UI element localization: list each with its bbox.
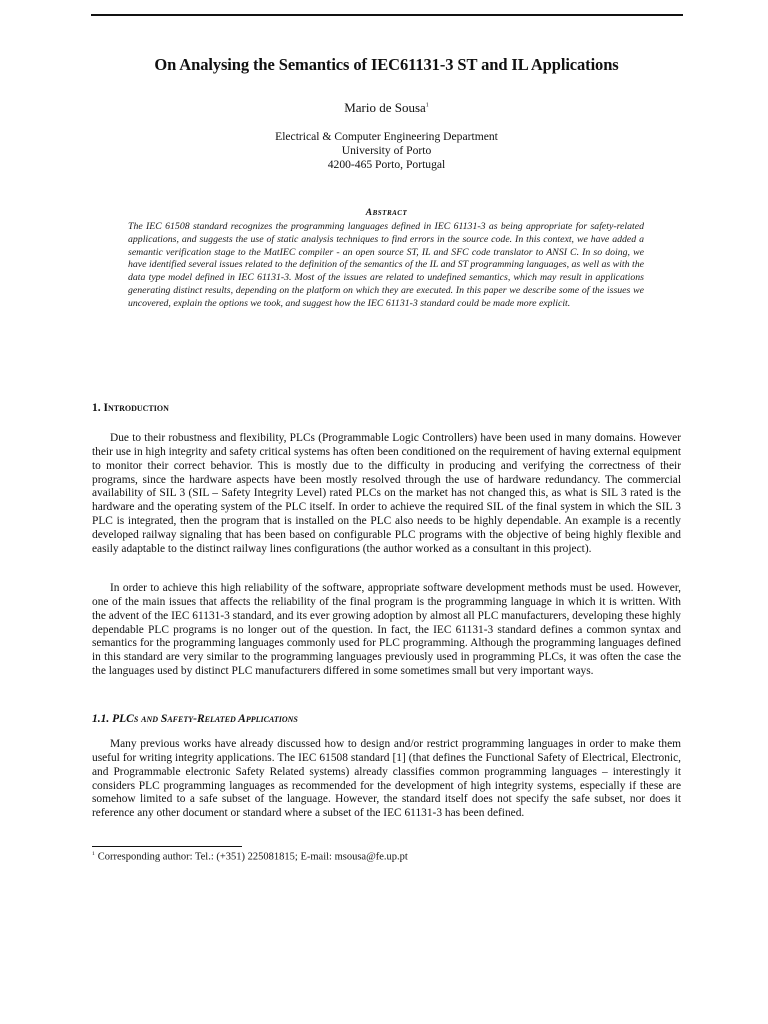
author-footnote-mark: 1 [425,102,429,109]
author-line [92,100,681,116]
affiliation-line: University of Porto [341,144,432,157]
paper-title: On Analysing the Semantics of IEC61131-3 ST and IL Applications [154,55,619,74]
affiliation-line: Electrical & Computer Engineering Department [275,130,498,143]
subsection-number: 1.1. [92,713,110,725]
paragraph: In order to achieve this high reliability of the software, appropriate software development methods must be used. However, one of the main issues that affects the reliability of the final program is the programming language in which it is written. With the advent of the IEC 61131-3 standard, and its ever growing adoption by almost all PLC manufacturers, developing these highly dependable PLC programs is no longer out of the question. In fact, the IEC 61131-3 standard defines a common syntax and semantics for the programming languages commonly used for PLC programming. Although the programming languages defined in this standard are very similar to the programming languages previously used in programming PLCs, it was often the case the the languages used by distinct PLC manufacturers differed in some sometimes small but very important ways. [92,582,681,678]
subsection-title: PLCs and Safety-Related Applications [112,713,298,725]
paragraph: Due to their robustness and flexibility, PLCs (Programmable Logic Controllers) have been used in many domains. However their use in high integrity and safety critical systems has often been conditioned on the requirement of having external equipment to monitor their correct behavior. This is mostly due to the difficulty in producing and verifying the correctness of their programs, since the hardware aspects have been mostly resolved through the use of hardware redundancy. The commercial availability of SIL 3 (SIL – Safety Integrity Level) rated PLCs on the market has not changed this, as what is SIL 3 rated is the hardware and the operating system of the PLC itself. In order to achieve the required SIL of the final system in which the SIL 3 PLC is integrated, then the program that is installed on the PLC also needs to be highly dependable. An example is a recently developed railway signaling that has been based on configurable PLC programs with the objective of being highly flexible and easily adaptable to the distinct railway lines configurations (the author worked as a consultant in this project). [92,432,681,555]
section-number: 1. [92,402,101,414]
footnote-rule [92,846,242,847]
footnote-mark: 1 [92,851,95,857]
section-heading [92,402,169,414]
footnote-text: Corresponding author: Tel.: (+351) 225081815; E-mail: msousa@fe.up.pt [97,851,408,863]
abstract-heading: Abstract [365,208,408,218]
abstract-body: The IEC 61508 standard recognizes the programming languages defined in IEC 61131-3 as being appropriate for safety-related applications, and suggests the use of static analysis techniques to find errors in the source code. In this context, we have added a semantic verification stage to the MatIEC compiler - an open source ST, IL and SFC code translator to ANSI C. In so doing, we have identified several issues related to the definition of the semantics of the IL and ST programming languages, as well as with the data type model defined in IEC 61131-3. Most of the issues are related to undefined semantics, which may result in applications generating distinct results, depending on the platform on which they are executed. In this paper we describe some of the issues we uncovered, explain the options we took, and suggest how the IEC 61131-3 standard could be made more explicit. [128,221,644,309]
section-title: Introduction [103,402,169,414]
footnote [92,851,681,863]
author-name: Mario de Sousa [344,100,426,115]
affiliation-line: 4200-465 Porto, Portugal [327,158,446,171]
top-rule [91,14,683,16]
affiliation [92,130,681,172]
paragraph: Many previous works have already discussed how to design and/or restrict programming languages in order to make them useful for writing integrity applications. The IEC 61508 standard [1] (that defines the Functional Safety of Electrical, Electronic, and Programmable electronic Safety Related systems) already classifies common programming languages – interestingly it considers PLC programming languages as recommended for the development of high integrity systems, especially if these are somehow limited to a safe subset of the language. However, the standard itself does not specify the safe subset, nor does it reference any other document or standard where a subset of the IEC 61131-3 has been defined. [92,738,681,820]
subsection-heading [92,713,298,725]
